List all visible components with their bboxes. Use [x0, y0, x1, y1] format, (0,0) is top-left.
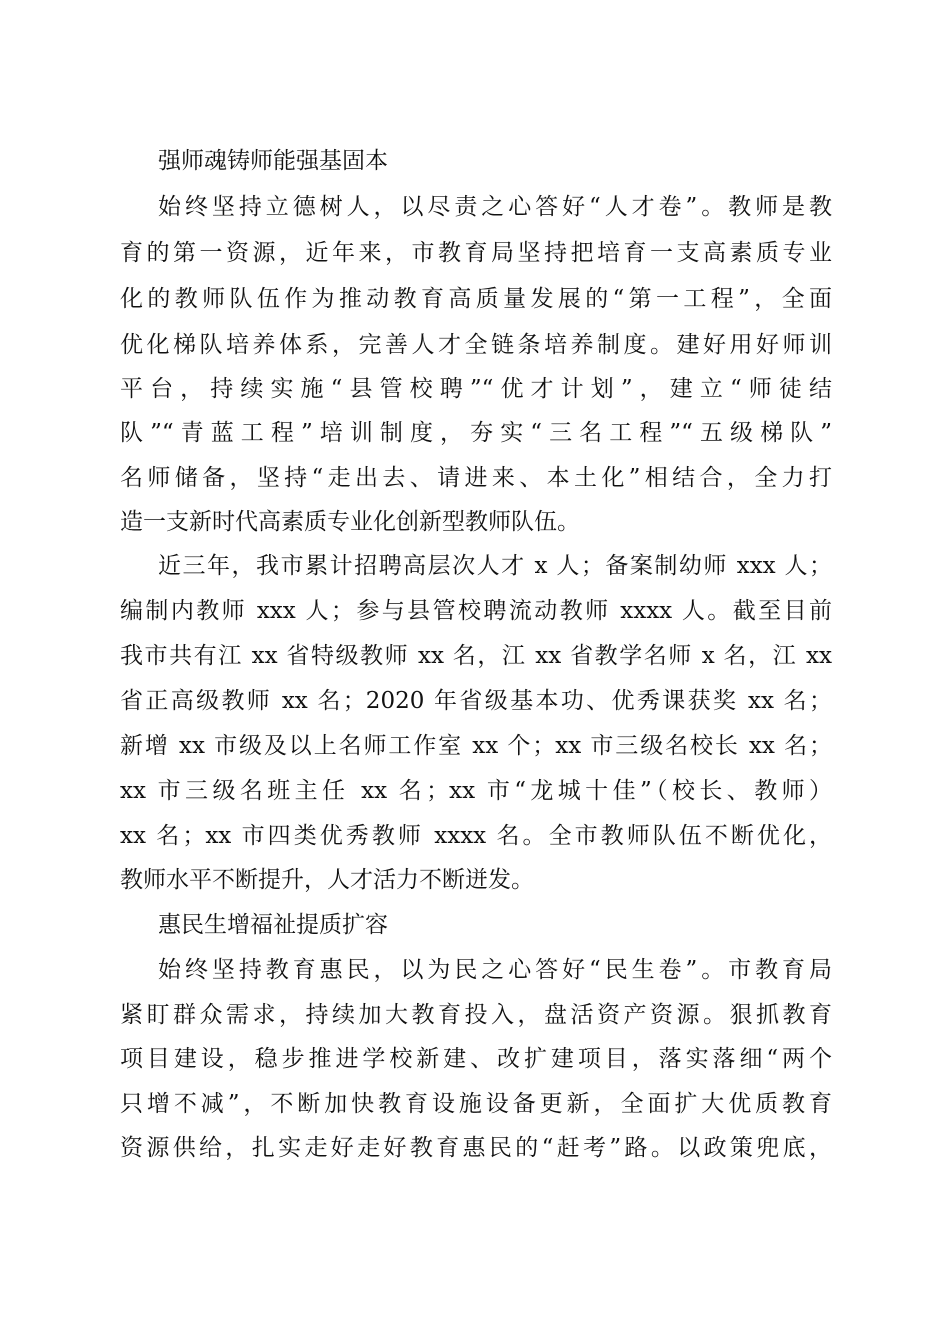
paragraph-line: 编制内教师 xxx 人；参与县管校聘流动教师 xxxx 人。截至目前: [120, 598, 832, 624]
paragraph-line: 近三年，我市累计招聘高层次人才 x 人；备案制幼师 xxx 人；: [158, 553, 832, 579]
paragraph-line: 队”“青蓝工程”培训制度，夯实“三名工程”“五级梯队”: [120, 420, 832, 446]
paragraph-line: 名师储备，坚持“走出去、请进来、本土化”相结合，全力打: [120, 465, 832, 491]
paragraph-line: 优化梯队培养体系，完善人才全链条培养制度。建好用好师训: [120, 332, 832, 358]
paragraph-line: 资源供给，扎实走好走好教育惠民的“赶考”路。以政策兜底，: [120, 1135, 832, 1161]
paragraph-line: 化的教师队伍作为推动教育高质量发展的“第一工程”，全面: [120, 286, 832, 312]
paragraph-line: 新增 xx 市级及以上名师工作室 xx 个；xx 市三级名校长 xx 名；: [120, 733, 832, 759]
paragraph-line: 平台，持续实施“县管校聘”“优才计划”，建立“师徒结: [120, 376, 832, 402]
paragraph-line: 始终坚持教育惠民，以为民之心答好“民生卷”。市教育局: [158, 957, 832, 983]
paragraph-line: 育的第一资源，近年来，市教育局坚持把培育一支高素质专业: [120, 240, 832, 266]
section-heading-teachers: 强师魂铸师能强基固本: [158, 148, 388, 174]
paragraph-line: 项目建设，稳步推进学校新建、改扩建项目，落实落细“两个: [120, 1046, 832, 1072]
paragraph-line: 我市共有江 xx 省特级教师 xx 名，江 xx 省教学名师 x 名，江 xx: [120, 643, 832, 669]
section-heading-livelihood: 惠民生增福祉提质扩容: [158, 912, 388, 938]
paragraph-line: 只增不减”，不断加快教育设施设备更新，全面扩大优质教育: [120, 1091, 832, 1117]
paragraph-line: 始终坚持立德树人，以尽责之心答好“人才卷”。教师是教: [158, 194, 832, 220]
paragraph-line: 教师水平不断提升，人才活力不断迸发。: [120, 867, 534, 893]
paragraph-line: 紧盯群众需求，持续加大教育投入，盘活资产资源。狠抓教育: [120, 1002, 832, 1028]
paragraph-line: xx 名；xx 市四类优秀教师 xxxx 名。全市教师队伍不断优化，: [120, 823, 832, 849]
paragraph-line: 造一支新时代高素质专业化创新型教师队伍。: [120, 509, 580, 535]
paragraph-line: 省正高级教师 xx 名；2020 年省级基本功、优秀课获奖 xx 名；: [120, 688, 832, 714]
paragraph-line: xx 市三级名班主任 xx 名；xx 市“龙城十佳”（校长、教师）: [120, 778, 832, 804]
